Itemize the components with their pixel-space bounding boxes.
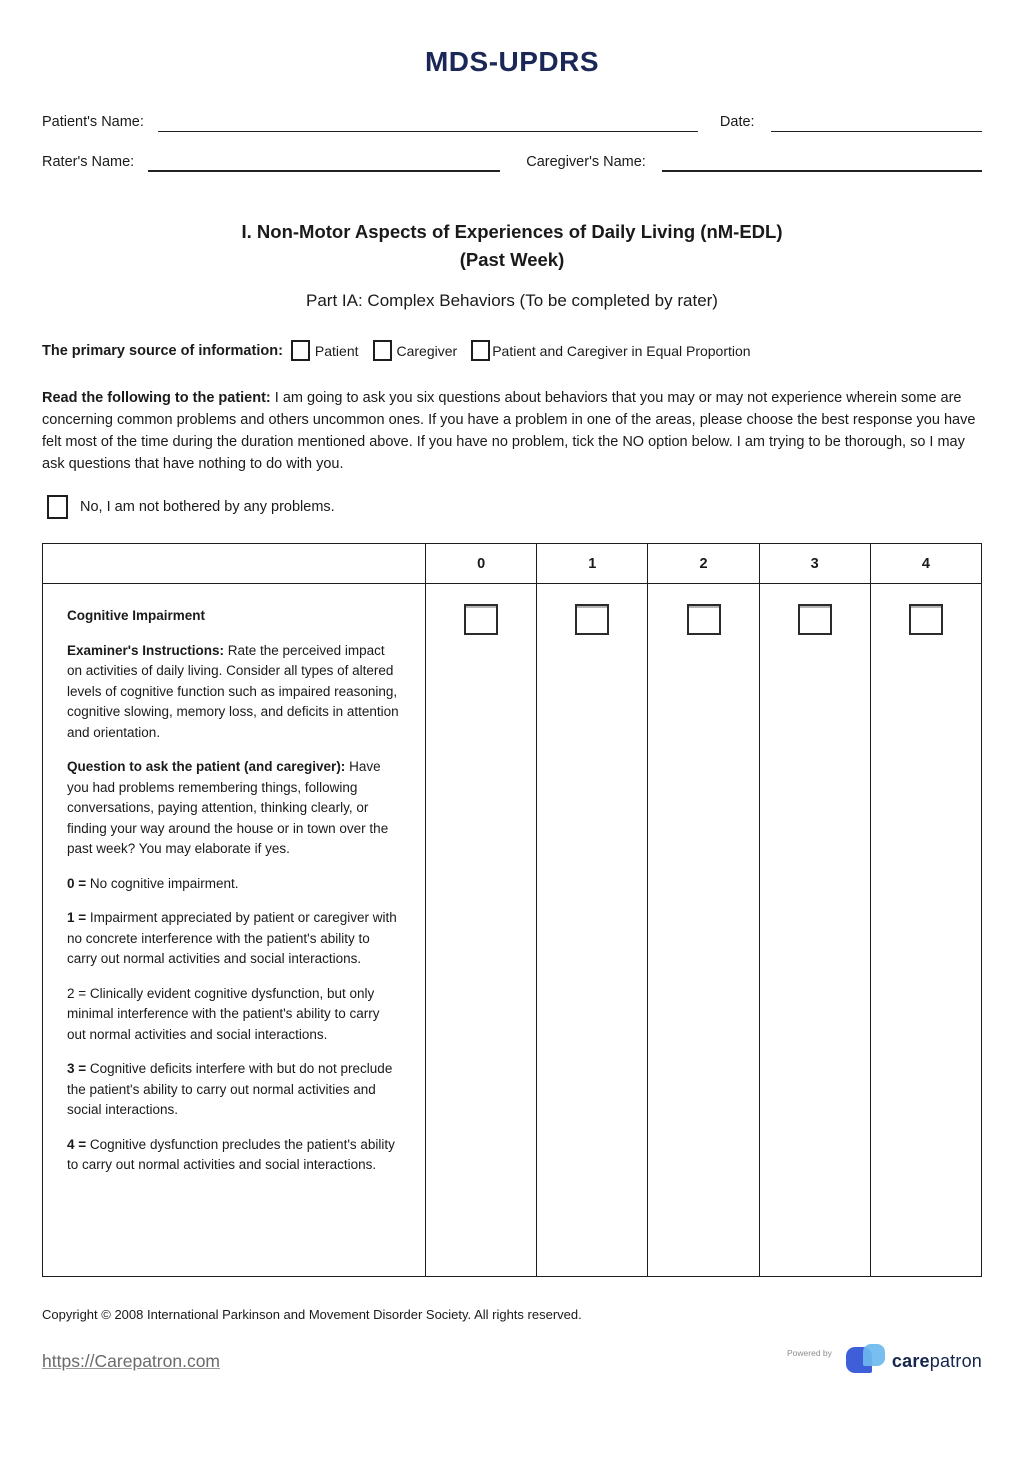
rating-4-desc: Cognitive dysfunction precludes the patient's ability to carry out normal activities and social interactions. (67, 1136, 395, 1172)
equal-proportion-checkbox[interactable] (471, 340, 490, 361)
caregiver-checkbox[interactable] (373, 340, 392, 361)
rater-name-label: Rater's Name: (42, 154, 135, 170)
score-cell-2 (648, 584, 759, 1276)
rating-0-value: 0 = (67, 875, 87, 891)
rater-name-field[interactable] (148, 156, 500, 172)
source-option-patient (291, 340, 359, 361)
rating-2-text (67, 984, 399, 1046)
rating-1-value: 1 = (67, 910, 87, 925)
carepatron-brand (787, 1344, 982, 1378)
examiner-instructions-lead: Examiner's Instructions: (67, 642, 225, 658)
primary-source-label: The primary source of information: (42, 342, 283, 359)
section-heading (42, 218, 982, 274)
question-lead: Question to ask the patient (and caregiver): (67, 759, 346, 774)
score-header-2: 2 (648, 544, 759, 583)
source-option-caregiver (373, 340, 458, 361)
patient-name-field[interactable] (158, 116, 698, 132)
rating-4-value: 4 = (67, 1136, 87, 1152)
rating-1-desc: Impairment appreciated by patient or caregiver with no concrete interference with the patient's ability to carry out normal activities and social interactions. (67, 910, 397, 966)
score-cell-3 (760, 584, 871, 1276)
patient-name-label: Patient's Name: (42, 114, 144, 130)
question-to-ask (67, 757, 399, 860)
read-instructions-lead: Read the following to the patient: (42, 390, 271, 406)
score-header-3: 3 (760, 544, 871, 583)
section-heading-line2: (Past Week) (459, 249, 565, 270)
caregiver-name-field[interactable] (662, 156, 982, 172)
powered-by-label: Powered by (787, 1348, 832, 1358)
primary-source-row (42, 340, 982, 361)
logo-blob-light (863, 1344, 885, 1366)
source-option-equal (471, 340, 750, 361)
rating-table-header (43, 544, 981, 584)
caregiver-name-label: Caregiver's Name: (526, 154, 646, 170)
carepatron-logo-icon (846, 1344, 886, 1378)
score-1-checkbox[interactable] (575, 604, 609, 635)
score-2-checkbox[interactable] (687, 604, 721, 635)
rating-0-desc: No cognitive impairment. (86, 875, 239, 891)
brand-wordmark-bold: care (891, 1350, 930, 1371)
patient-date-row (42, 114, 982, 132)
cognitive-impairment-row (43, 584, 981, 1276)
date-field[interactable] (771, 116, 982, 132)
question-body: Have you had problems remembering things, following conversations, paying attention, thinking clearly, or finding your way around the house or in town over the past week? You may elaborate if yes. (67, 759, 389, 856)
examiner-instructions-body: Rate the perceived impact on activities of daily living. Consider all types of altered levels of cognitive function such as impaired reasoning, cognitive slowing, memory loss, and deficits in attention and orientation. (67, 642, 399, 740)
patient-checkbox[interactable] (291, 340, 310, 361)
rating-table (42, 543, 982, 1277)
patient-option-label: Patient (314, 342, 359, 359)
no-problem-label: No, I am not bothered by any problems. (80, 499, 335, 515)
score-cell-0 (426, 584, 537, 1276)
examiner-instructions (67, 641, 399, 744)
rating-0-text (67, 874, 399, 895)
score-header-1: 1 (537, 544, 648, 583)
rating-2-desc: Clinically evident cognitive dysfunction, but only minimal interference with the patient's ability to carry out normal activities and social interactions. (67, 985, 380, 1042)
score-cell-1 (537, 584, 648, 1276)
section-subheading: Part IA: Complex Behaviors (To be completed by rater) (306, 291, 718, 310)
caregiver-option-label: Caregiver (396, 342, 458, 359)
item-header-cell (43, 544, 426, 583)
item-title: Cognitive Impairment (67, 608, 206, 623)
no-problem-checkbox[interactable] (47, 495, 68, 519)
rating-3-desc: Cognitive deficits interfere with but do not preclude the patient's ability to carry out normal activities and social interactions. (67, 1061, 393, 1117)
form-page (0, 46, 1024, 1378)
rating-3-value: 3 = (67, 1061, 87, 1076)
rating-4-text (67, 1135, 399, 1176)
score-0-checkbox[interactable] (464, 604, 498, 635)
score-4-checkbox[interactable] (909, 604, 943, 635)
equal-proportion-option-label: Patient and Caregiver in Equal Proportion (492, 342, 751, 359)
read-instructions-body: I am going to ask you six questions about behaviors that you may or may not experience wherein some are concerning common problems and others uncommon ones. If you have a problem in one of the areas, please choose the best response you have felt most of the time during the duration mentioned above. If you have no problem, tick the NO option below. I am trying to be thorough, so I may ask questions that have nothing to do with you. (42, 390, 976, 472)
date-label: Date: (719, 114, 755, 130)
rating-2-value: 2 = (67, 985, 87, 1001)
page-title: MDS-UPDRS (424, 46, 600, 77)
rating-3-text (67, 1059, 399, 1121)
score-cell-4 (871, 584, 981, 1276)
score-header-0: 0 (426, 544, 537, 583)
footer (42, 1344, 982, 1378)
brand-wordmark (892, 1351, 982, 1372)
item-description-cell (43, 584, 426, 1276)
score-3-checkbox[interactable] (798, 604, 832, 635)
copyright-text: Copyright © 2008 International Parkinson and Movement Disorder Society. All rights reserved. (42, 1307, 582, 1322)
read-instructions-paragraph (42, 387, 982, 475)
rater-caregiver-row (42, 154, 982, 172)
brand-wordmark-regular: patron (929, 1350, 982, 1371)
score-header-4: 4 (921, 555, 930, 572)
carepatron-link[interactable]: https://Carepatron.com (42, 1350, 220, 1371)
section-heading-line1: I. Non-Motor Aspects of Experiences of Daily Living (nM-EDL) (241, 221, 783, 242)
no-problem-row (42, 495, 982, 519)
rating-1-text (67, 908, 399, 970)
